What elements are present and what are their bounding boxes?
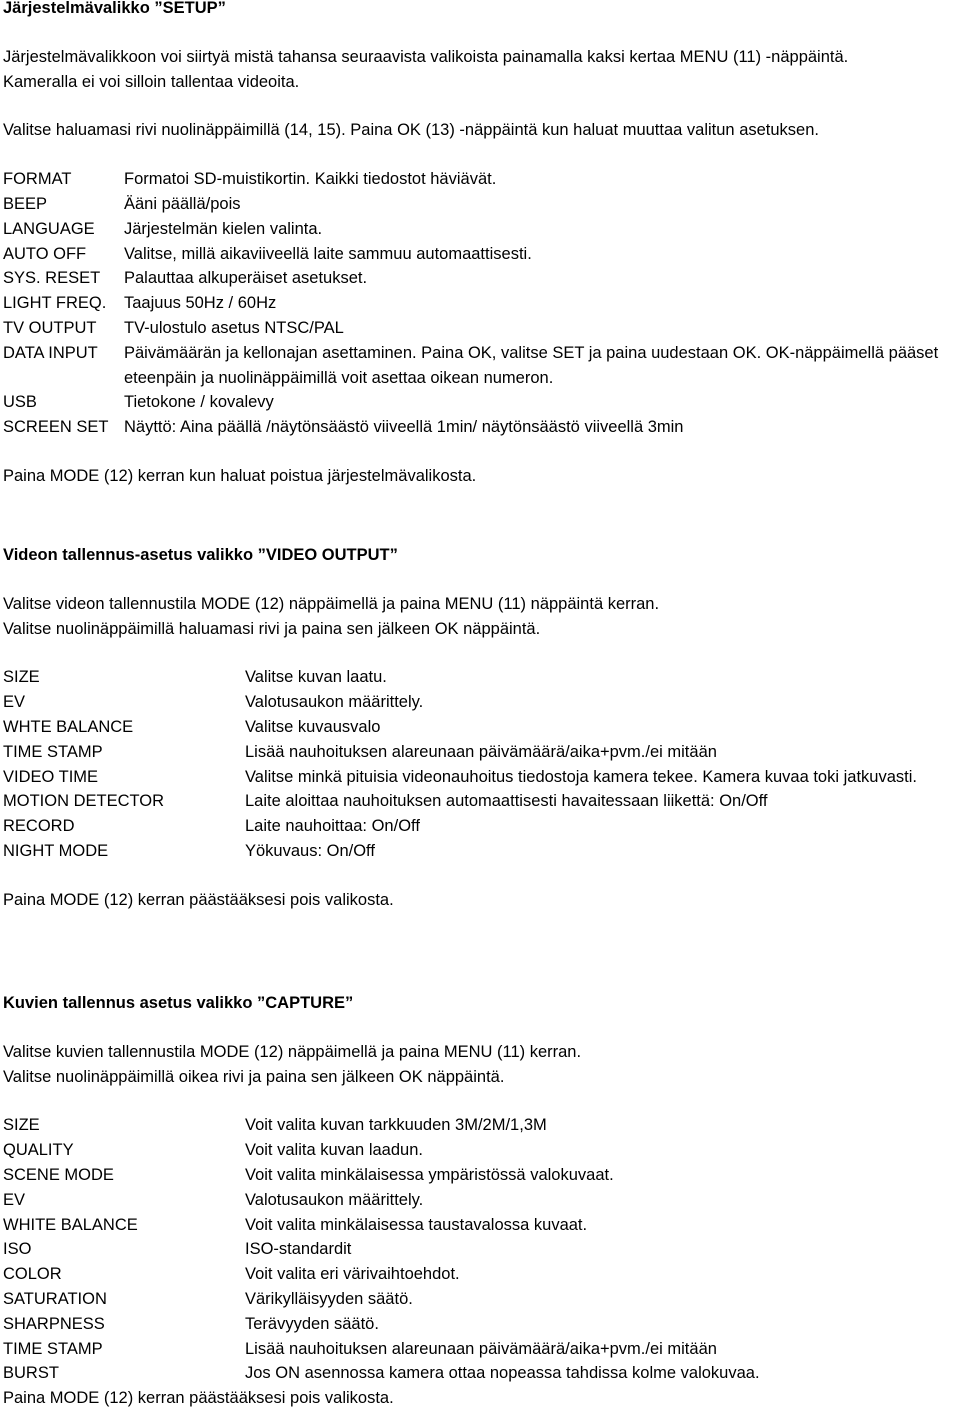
- setting-desc: Voit valita minkälaisessa ympäristössä valokuvaat.: [245, 1165, 614, 1184]
- capture-row-white-balance: [3, 1213, 957, 1238]
- setting-desc: Valitse, millä aikaviiveellä laite sammuu automaattisesti.: [124, 244, 532, 263]
- setting-row-usb: [3, 390, 960, 415]
- setting-key: WHTE BALANCE: [3, 717, 134, 736]
- capture-row-saturation: [3, 1287, 957, 1312]
- setting-key: ISO: [3, 1240, 32, 1259]
- setup-intro-line-1: Järjestelmävalikkoon voi siirtyä mistä tahansa seuraavista valikoista painamalla kaksi kertaa MENU (11) -näppäintä.: [3, 47, 849, 66]
- capture-row-time-stamp: [3, 1337, 957, 1362]
- setting-desc: Tietokone / kovalevy: [124, 393, 274, 412]
- setting-desc: Voit valita eri värivaihtoehdot.: [245, 1265, 460, 1284]
- setting-key: TV OUTPUT: [3, 318, 97, 337]
- setting-key: SATURATION: [3, 1289, 107, 1308]
- setting-desc: Voit valita kuvan tarkkuuden 3M/2M/1,3M: [245, 1116, 547, 1135]
- capture-row-sharpness: [3, 1312, 957, 1337]
- setting-key: WHITE BALANCE: [3, 1215, 138, 1234]
- setting-desc: Taajuus 50Hz / 60Hz: [124, 294, 277, 313]
- capture-row-scene-mode: [3, 1163, 957, 1188]
- video-heading: Videon tallennus-asetus valikko ”VIDEO OUTPUT”: [3, 546, 398, 564]
- video-settings-list: [3, 665, 957, 863]
- video-outro: Paina MODE (12) kerran päästääksesi pois valikosta.: [3, 890, 394, 909]
- video-row-night-mode: [3, 839, 957, 864]
- setting-row-format: [3, 167, 960, 192]
- setup-outro: Paina MODE (12) kerran kun haluat poistua järjestelmävalikosta.: [3, 466, 477, 485]
- setting-key: SHARPNESS: [3, 1314, 105, 1333]
- setting-desc: Laite nauhoittaa: On/Off: [245, 817, 420, 836]
- setting-key: COLOR: [3, 1265, 62, 1284]
- capture-row-ev: [3, 1188, 957, 1213]
- video-row-white-balance: [3, 715, 957, 740]
- setup-section: [3, 0, 960, 489]
- setting-desc: Lisää nauhoituksen alareunaan päivämäärä/aika+pvm./ei mitään: [245, 1339, 717, 1358]
- capture-row-quality: [3, 1138, 957, 1163]
- capture-settings-list: [3, 1113, 957, 1386]
- capture-row-color: [3, 1262, 957, 1287]
- setting-desc: Näyttö: Aina päällä /näytönsäästö viiveellä 1min/ näytönsäästö viiveellä 3min: [124, 418, 684, 437]
- capture-intro-line-2: Valitse nuolinäppäimillä oikea rivi ja paina sen jälkeen OK näppäintä.: [3, 1067, 505, 1086]
- setting-desc: Formatoi SD-muistikortin. Kaikki tiedostot häviävät.: [124, 170, 497, 189]
- setting-key: MOTION DETECTOR: [3, 792, 165, 811]
- setting-key: LANGUAGE: [3, 219, 95, 238]
- setting-key: VIDEO TIME: [3, 767, 99, 786]
- setting-key: QUALITY: [3, 1141, 74, 1160]
- setting-row-beep: [3, 192, 960, 217]
- video-row-video-time: [3, 765, 957, 790]
- setting-desc: Valotusaukon määrittely.: [245, 1190, 424, 1209]
- setting-key: TIME STAMP: [3, 1339, 103, 1358]
- setting-row-screen-set: [3, 415, 960, 440]
- setting-desc: Voit valita kuvan laadun.: [245, 1141, 423, 1160]
- setting-key: USB: [3, 393, 37, 412]
- setting-key: SIZE: [3, 668, 40, 687]
- setting-row-auto-off: [3, 242, 960, 267]
- setting-key: RECORD: [3, 817, 75, 836]
- video-intro-line-1: Valitse videon tallennustila MODE (12) näppäimellä ja paina MENU (11) näppäintä kerran.: [3, 594, 660, 613]
- setting-desc: Terävyyden säätö.: [245, 1314, 379, 1333]
- setting-desc: Laite aloittaa nauhoituksen automaattisesti havaitessaan liikettä: On/Off: [245, 792, 768, 811]
- setting-desc: TV-ulostulo asetus NTSC/PAL: [124, 318, 344, 337]
- video-row-motion-detector: [3, 789, 957, 814]
- setting-desc: Yökuvaus: On/Off: [245, 841, 375, 860]
- setup-instruction: Valitse haluamasi rivi nuolinäppäimillä (14, 15). Paina OK (13) -näppäintä kun haluat muuttaa valitun asetuksen.: [3, 121, 819, 140]
- capture-heading: Kuvien tallennus asetus valikko ”CAPTURE”: [3, 994, 354, 1012]
- video-intro-line-2: Valitse nuolinäppäimillä haluamasi rivi ja paina sen jälkeen OK näppäintä.: [3, 619, 541, 638]
- setting-desc: Päivämäärän ja kellonajan asettaminen. Paina OK, valitse SET ja paina uudestaan OK. OK-näppäimellä pääset eteenpäin ja nuolinäppäimillä voit asettaa oikean numeron.: [124, 343, 939, 387]
- setting-row-data-input: [3, 341, 960, 391]
- setting-key: AUTO OFF: [3, 244, 87, 263]
- video-row-time-stamp: [3, 740, 957, 765]
- setting-key: SIZE: [3, 1116, 40, 1135]
- setting-key: NIGHT MODE: [3, 841, 109, 860]
- setting-desc: Valotusaukon määrittely.: [245, 693, 424, 712]
- setting-desc: ISO-standardit: [245, 1240, 352, 1259]
- capture-intro-line-1: Valitse kuvien tallennustila MODE (12) näppäimellä ja paina MENU (11) kerran.: [3, 1042, 582, 1061]
- setup-settings-list: [3, 167, 960, 440]
- setting-desc: Ääni päällä/pois: [124, 194, 241, 213]
- setting-key: EV: [3, 693, 26, 712]
- video-row-size: [3, 665, 957, 690]
- capture-section: [3, 991, 960, 1411]
- capture-row-iso: [3, 1237, 957, 1262]
- setting-key: SYS. RESET: [3, 269, 101, 288]
- setup-intro-line-2: Kameralla ei voi silloin tallentaa videoita.: [3, 72, 300, 91]
- setting-key: DATA INPUT: [3, 343, 98, 362]
- capture-row-burst: [3, 1361, 957, 1386]
- setting-desc: Värikylläisyyden säätö.: [245, 1289, 413, 1308]
- setting-key: SCENE MODE: [3, 1165, 114, 1184]
- setting-key: LIGHT FREQ.: [3, 294, 107, 313]
- setting-key: SCREEN SET: [3, 418, 109, 437]
- setting-key: EV: [3, 1190, 26, 1209]
- setup-heading: Järjestelmävalikko ”SETUP”: [3, 0, 226, 17]
- setting-key: BURST: [3, 1364, 59, 1383]
- setting-key: BEEP: [3, 194, 48, 213]
- video-row-record: [3, 814, 957, 839]
- setting-key: TIME STAMP: [3, 742, 103, 761]
- setting-row-language: [3, 217, 960, 242]
- setting-key: FORMAT: [3, 170, 72, 189]
- setting-desc: Valitse minkä pituisia videonauhoitus tiedostoja kamera tekee. Kamera kuvaa toki jatkuvasti.: [245, 767, 917, 786]
- setting-desc: Jos ON asennossa kamera ottaa nopeassa tahdissa kolme valokuvaa.: [245, 1364, 760, 1383]
- setting-desc: Valitse kuvausvalo: [245, 717, 381, 736]
- setting-row-sys-reset: [3, 266, 960, 291]
- setting-desc: Järjestelmän kielen valinta.: [124, 219, 323, 238]
- setting-desc: Palauttaa alkuperäiset asetukset.: [124, 269, 368, 288]
- video-section: [3, 543, 960, 913]
- setting-row-light-freq: [3, 291, 960, 316]
- setting-desc: Valitse kuvan laatu.: [245, 668, 387, 687]
- setting-desc: Voit valita minkälaisessa taustavalossa kuvaat.: [245, 1215, 588, 1234]
- capture-outro: Paina MODE (12) kerran päästääksesi pois valikosta.: [3, 1389, 394, 1408]
- setting-row-tv-output: [3, 316, 960, 341]
- setting-desc: Lisää nauhoituksen alareunaan päivämäärä/aika+pvm./ei mitään: [245, 742, 717, 761]
- capture-row-size: [3, 1113, 957, 1138]
- video-row-ev: [3, 690, 957, 715]
